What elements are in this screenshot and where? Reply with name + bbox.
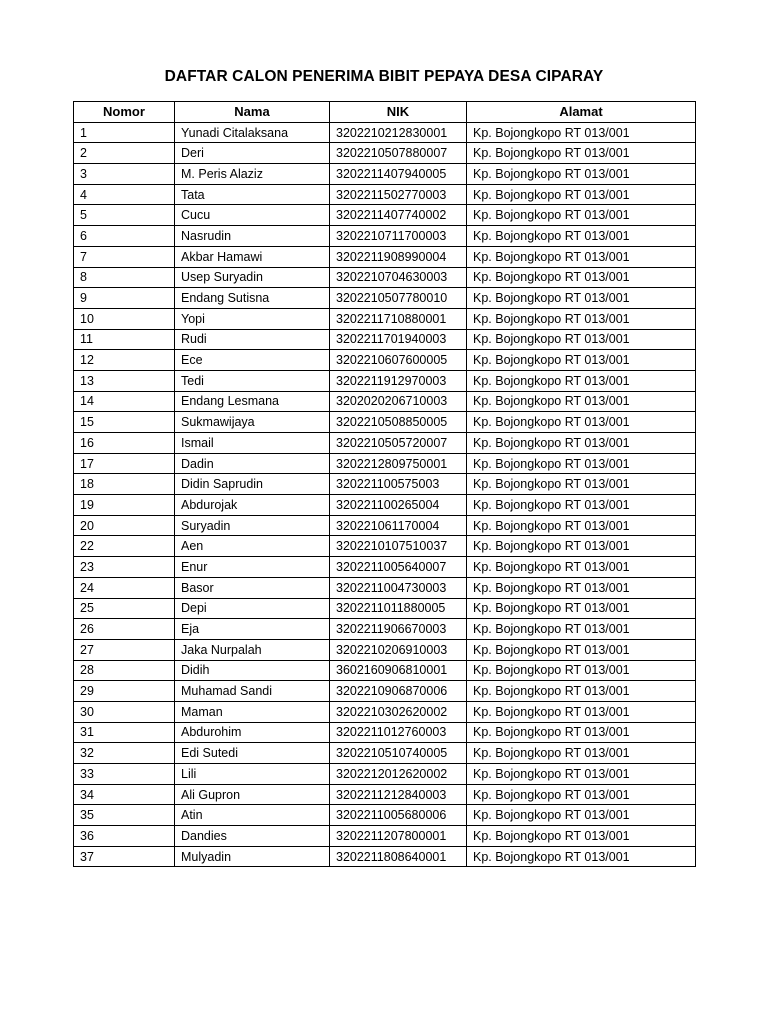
cell-nama: Tedi — [175, 370, 330, 391]
table-row — [74, 681, 696, 702]
cell-nomor: 22 — [74, 536, 175, 557]
table-row — [74, 764, 696, 785]
cell-alamat: Kp. Bojongkopo RT 013/001 — [467, 826, 696, 847]
table-row — [74, 370, 696, 391]
table-row — [74, 639, 696, 660]
cell-nama: Ece — [175, 350, 330, 371]
cell-nomor: 29 — [74, 681, 175, 702]
cell-nik: 3202210107510037 — [330, 536, 467, 557]
cell-alamat: Kp. Bojongkopo RT 013/001 — [467, 350, 696, 371]
cell-alamat: Kp. Bojongkopo RT 013/001 — [467, 267, 696, 288]
cell-nik: 3202211005680006 — [330, 805, 467, 826]
cell-alamat: Kp. Bojongkopo RT 013/001 — [467, 122, 696, 143]
cell-nik: 3202212012620002 — [330, 764, 467, 785]
cell-nik: 3202210507880007 — [330, 143, 467, 164]
table-row — [74, 143, 696, 164]
cell-alamat: Kp. Bojongkopo RT 013/001 — [467, 722, 696, 743]
cell-nama: Mulyadin — [175, 846, 330, 867]
column-header-nomor: Nomor — [74, 102, 175, 123]
cell-nama: Jaka Nurpalah — [175, 639, 330, 660]
cell-nik: 3202210704630003 — [330, 267, 467, 288]
cell-alamat: Kp. Bojongkopo RT 013/001 — [467, 308, 696, 329]
cell-nomor: 8 — [74, 267, 175, 288]
cell-nomor: 19 — [74, 495, 175, 516]
table-row — [74, 660, 696, 681]
cell-nik: 3202211808640001 — [330, 846, 467, 867]
cell-nama: Suryadin — [175, 515, 330, 536]
cell-nama: Abdurojak — [175, 495, 330, 516]
cell-nomor: 17 — [74, 453, 175, 474]
table-row — [74, 122, 696, 143]
cell-alamat: Kp. Bojongkopo RT 013/001 — [467, 515, 696, 536]
cell-nik: 3202210510740005 — [330, 743, 467, 764]
table-row — [74, 536, 696, 557]
cell-nomor: 28 — [74, 660, 175, 681]
table-row — [74, 205, 696, 226]
cell-nik: 3202211908990004 — [330, 246, 467, 267]
cell-nik: 3202210508850005 — [330, 412, 467, 433]
table-body — [74, 122, 696, 867]
cell-nik: 3202210206910003 — [330, 639, 467, 660]
cell-alamat: Kp. Bojongkopo RT 013/001 — [467, 639, 696, 660]
cell-nama: Depi — [175, 598, 330, 619]
cell-nomor: 31 — [74, 722, 175, 743]
cell-alamat: Kp. Bojongkopo RT 013/001 — [467, 288, 696, 309]
cell-nomor: 26 — [74, 619, 175, 640]
cell-nomor: 35 — [74, 805, 175, 826]
cell-alamat: Kp. Bojongkopo RT 013/001 — [467, 391, 696, 412]
cell-nik: 3202211502770003 — [330, 184, 467, 205]
cell-nama: Eja — [175, 619, 330, 640]
table-row — [74, 267, 696, 288]
cell-nik: 3202210711700003 — [330, 226, 467, 247]
cell-nomor: 30 — [74, 701, 175, 722]
cell-alamat: Kp. Bojongkopo RT 013/001 — [467, 805, 696, 826]
cell-alamat: Kp. Bojongkopo RT 013/001 — [467, 495, 696, 516]
cell-alamat: Kp. Bojongkopo RT 013/001 — [467, 701, 696, 722]
cell-nama: Cucu — [175, 205, 330, 226]
table-row — [74, 226, 696, 247]
cell-nomor: 16 — [74, 433, 175, 454]
cell-nomor: 24 — [74, 577, 175, 598]
cell-nik: 3202211012760003 — [330, 722, 467, 743]
table-row — [74, 474, 696, 495]
cell-nik: 3202211906670003 — [330, 619, 467, 640]
cell-nik: 3202210505720007 — [330, 433, 467, 454]
column-header-nik: NIK — [330, 102, 467, 123]
recipient-table — [73, 101, 696, 867]
table-row — [74, 453, 696, 474]
table-row — [74, 329, 696, 350]
cell-nomor: 15 — [74, 412, 175, 433]
table-row — [74, 598, 696, 619]
cell-nama: Yopi — [175, 308, 330, 329]
page-title: DAFTAR CALON PENERIMA BIBIT PEPAYA DESA CIPARAY — [164, 68, 604, 85]
table-row — [74, 164, 696, 185]
column-header-alamat: Alamat — [467, 102, 696, 123]
cell-nama: Akbar Hamawi — [175, 246, 330, 267]
cell-nik: 3202211701940003 — [330, 329, 467, 350]
cell-nik: 320221100575003 — [330, 474, 467, 495]
cell-nomor: 25 — [74, 598, 175, 619]
table-row — [74, 577, 696, 598]
table-row — [74, 184, 696, 205]
cell-nik: 3202211011880005 — [330, 598, 467, 619]
cell-nama: Abdurohim — [175, 722, 330, 743]
cell-alamat: Kp. Bojongkopo RT 013/001 — [467, 784, 696, 805]
cell-nik: 3202211407740002 — [330, 205, 467, 226]
cell-alamat: Kp. Bojongkopo RT 013/001 — [467, 764, 696, 785]
cell-nama: Endang Sutisna — [175, 288, 330, 309]
cell-alamat: Kp. Bojongkopo RT 013/001 — [467, 577, 696, 598]
cell-nik: 3202211005640007 — [330, 557, 467, 578]
table-row — [74, 846, 696, 867]
cell-nama: Rudi — [175, 329, 330, 350]
cell-nik: 3202210607600005 — [330, 350, 467, 371]
cell-alamat: Kp. Bojongkopo RT 013/001 — [467, 557, 696, 578]
cell-nik: 3202211710880001 — [330, 308, 467, 329]
cell-alamat: Kp. Bojongkopo RT 013/001 — [467, 453, 696, 474]
cell-nama: Endang Lesmana — [175, 391, 330, 412]
cell-nama: Usep Suryadin — [175, 267, 330, 288]
cell-nama: Atin — [175, 805, 330, 826]
cell-nama: Deri — [175, 143, 330, 164]
cell-nik: 3202211912970003 — [330, 370, 467, 391]
table-row — [74, 433, 696, 454]
cell-nama: Dandies — [175, 826, 330, 847]
cell-nik: 3202210302620002 — [330, 701, 467, 722]
cell-nomor: 33 — [74, 764, 175, 785]
cell-nomor: 36 — [74, 826, 175, 847]
table-header-row — [74, 102, 696, 123]
table-row — [74, 619, 696, 640]
cell-nomor: 5 — [74, 205, 175, 226]
cell-nomor: 4 — [74, 184, 175, 205]
cell-nomor: 12 — [74, 350, 175, 371]
cell-alamat: Kp. Bojongkopo RT 013/001 — [467, 743, 696, 764]
cell-nik: 3202210212830001 — [330, 122, 467, 143]
cell-nama: Lili — [175, 764, 330, 785]
cell-nomor: 23 — [74, 557, 175, 578]
cell-nomor: 3 — [74, 164, 175, 185]
cell-nama: Nasrudin — [175, 226, 330, 247]
table-row — [74, 784, 696, 805]
cell-nik: 3202211207800001 — [330, 826, 467, 847]
cell-nik: 3202211212840003 — [330, 784, 467, 805]
cell-nomor: 13 — [74, 370, 175, 391]
cell-nomor: 1 — [74, 122, 175, 143]
cell-nik: 3202212809750001 — [330, 453, 467, 474]
table-row — [74, 805, 696, 826]
cell-alamat: Kp. Bojongkopo RT 013/001 — [467, 143, 696, 164]
cell-nomor: 10 — [74, 308, 175, 329]
cell-alamat: Kp. Bojongkopo RT 013/001 — [467, 660, 696, 681]
cell-alamat: Kp. Bojongkopo RT 013/001 — [467, 846, 696, 867]
cell-nomor: 11 — [74, 329, 175, 350]
cell-nama: Ismail — [175, 433, 330, 454]
cell-nomor: 27 — [74, 639, 175, 660]
cell-alamat: Kp. Bojongkopo RT 013/001 — [467, 681, 696, 702]
cell-alamat: Kp. Bojongkopo RT 013/001 — [467, 226, 696, 247]
cell-nik: 3202210906870006 — [330, 681, 467, 702]
cell-nik: 320221061170004 — [330, 515, 467, 536]
cell-nomor: 32 — [74, 743, 175, 764]
cell-nik: 3202020206710003 — [330, 391, 467, 412]
cell-nomor: 34 — [74, 784, 175, 805]
cell-alamat: Kp. Bojongkopo RT 013/001 — [467, 184, 696, 205]
table-row — [74, 495, 696, 516]
table-row — [74, 515, 696, 536]
cell-alamat: Kp. Bojongkopo RT 013/001 — [467, 619, 696, 640]
cell-nik: 3202211004730003 — [330, 577, 467, 598]
cell-alamat: Kp. Bojongkopo RT 013/001 — [467, 474, 696, 495]
cell-nama: Ali Gupron — [175, 784, 330, 805]
cell-alamat: Kp. Bojongkopo RT 013/001 — [467, 412, 696, 433]
cell-alamat: Kp. Bojongkopo RT 013/001 — [467, 433, 696, 454]
cell-nama: Dadin — [175, 453, 330, 474]
cell-nomor: 9 — [74, 288, 175, 309]
cell-alamat: Kp. Bojongkopo RT 013/001 — [467, 370, 696, 391]
cell-nama: Tata — [175, 184, 330, 205]
cell-nama: Muhamad Sandi — [175, 681, 330, 702]
cell-nomor: 18 — [74, 474, 175, 495]
cell-nama: Didin Saprudin — [175, 474, 330, 495]
table-row — [74, 826, 696, 847]
cell-nama: Edi Sutedi — [175, 743, 330, 764]
table-row — [74, 391, 696, 412]
cell-nik: 3202210507780010 — [330, 288, 467, 309]
table-row — [74, 557, 696, 578]
cell-nama: Aen — [175, 536, 330, 557]
cell-nik: 3602160906810001 — [330, 660, 467, 681]
cell-alamat: Kp. Bojongkopo RT 013/001 — [467, 598, 696, 619]
cell-nama: Yunadi Citalaksana — [175, 122, 330, 143]
cell-nomor: 37 — [74, 846, 175, 867]
cell-alamat: Kp. Bojongkopo RT 013/001 — [467, 205, 696, 226]
table-row — [74, 308, 696, 329]
cell-nama: M. Peris Alaziz — [175, 164, 330, 185]
table-row — [74, 743, 696, 764]
cell-alamat: Kp. Bojongkopo RT 013/001 — [467, 536, 696, 557]
cell-nama: Basor — [175, 577, 330, 598]
cell-nama: Maman — [175, 701, 330, 722]
cell-nomor: 2 — [74, 143, 175, 164]
cell-alamat: Kp. Bojongkopo RT 013/001 — [467, 329, 696, 350]
cell-alamat: Kp. Bojongkopo RT 013/001 — [467, 164, 696, 185]
cell-nomor: 14 — [74, 391, 175, 412]
table-row — [74, 412, 696, 433]
cell-nama: Didih — [175, 660, 330, 681]
column-header-nama: Nama — [175, 102, 330, 123]
cell-nomor: 6 — [74, 226, 175, 247]
table-row — [74, 701, 696, 722]
cell-nama: Sukmawijaya — [175, 412, 330, 433]
table-row — [74, 246, 696, 267]
table-row — [74, 350, 696, 371]
cell-nik: 320221100265004 — [330, 495, 467, 516]
cell-nomor: 7 — [74, 246, 175, 267]
cell-nik: 3202211407940005 — [330, 164, 467, 185]
cell-nomor: 20 — [74, 515, 175, 536]
cell-nama: Enur — [175, 557, 330, 578]
cell-alamat: Kp. Bojongkopo RT 013/001 — [467, 246, 696, 267]
table-row — [74, 722, 696, 743]
table-row — [74, 288, 696, 309]
